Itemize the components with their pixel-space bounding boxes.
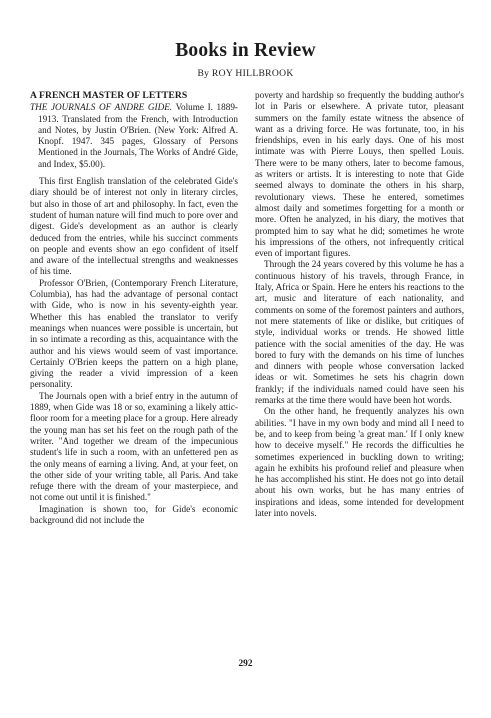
paragraph: Imagination is shown too, for Gide's economic background did not include the <box>30 503 238 525</box>
paragraph: This first English translation of the celebrated Gide's diary should be of interest not only in literary circles, but also in those of art and philosophy. In fact, even the student of human nature will find much to pore over and digest. Gide's development as an author is clearly deduced from the entries, while his succinct comments on people and events show an ego confident of itself and aware of the intellectual strengths and weaknesses of his time. <box>30 176 238 277</box>
byline: By ROY HILLBROOK <box>197 68 294 79</box>
book-citation <box>30 102 238 170</box>
citation-details: Volume I. 1889-1913. Translated from the French, with Introduction and Notes, by Justin O'Brien. (New York: Alfred A. Knopf. 1947. 345 pages, Glossary of Persons Mentioned in the Journals, The Works of André Gide, and Index, $5.00). <box>38 102 238 169</box>
paragraph: On the other hand, he frequently analyzes his own abilities. "I have in my own body and mind all I need to be, and to keep from being 'a great man.' If I only knew how to deceive myself." He records the difficulties he sometimes experienced in buckling down to writing; again he exhibits his profound relief and pleasure when he has accomplished his stint. He does not go into detail about his own works, but he has many entries of inspirations and ideas, some intended for development later into novels. <box>255 406 464 518</box>
review-heading-block <box>30 90 238 170</box>
right-column <box>255 90 464 519</box>
paragraph: Through the 24 years covered by this volume he has a continuous history of his travels, through France, in Italy, Africa or Spain. Here he enters his reactions to the art, music and literature of each nationality, and comments on some of the foremost painters and authors, not mere statements of like or dislike, but critiques of style, individual works or trends. He showed little patience with the social amenities of the day. He was bored to fury with the demands on his time of lunches and dinners with people whose conversation lacked ideas or wit. Sometimes he sets his chagrin down frankly; if the individuals named could have seen his remarks at the time there would have been hot words. <box>255 259 464 406</box>
paragraph: Professor O'Brien, (Contemporary French Literature, Columbia), has had the advantage of personal contact with Gide, who is now in his seventy-eighth year. Whether this has enabled the translator to verify meanings when nuances were possible is uncertain, but in so intimate a recording as this, acquaintance with the author and his views would seem of vast importance. Certainly O'Brien keeps the pattern on a high plane, giving the reader a vivid impression of a keen personality. <box>30 277 238 390</box>
paragraph: The Journals open with a brief entry in the autumn of 1889, when Gide was 18 or so, examining a likely attic-floor room for a meeting place for a group. Here already the young man has set his feet on the rough path of the writer. "And together we dream of the impecunious student's life in such a room, with an unfettered pen as the only means of earning a living. And, at your feet, on the other side of your writing table, all Paris. And take refuge there with the dream of your masterpiece, and not come out until it is finished." <box>30 390 238 503</box>
book-title: THE JOURNALS OF ANDRE GIDE. <box>30 102 173 113</box>
paragraph: poverty and hardship so frequently the budding author's lot in Paris or elsewhere. A private tutor, pleasant summers on the family estate witness the absence of want as a driving force. He was fortunate, too, in his friendships, even in his early days. One of his most intimate was with Pierre Louys, then spelled Louis. There were to be many others, later to become famous, as writers or artists. It is interesting to note that Gide seemed always to dominate the others in his sharp, revolutionary views. These he entered, sometimes almost daily and sometimes forgetting for a month or more. Often he analyzed, in his diary, the motives that prompted him to say what he did; sometimes he wrote his impressions of the others, not infrequently critical even of important figures. <box>255 90 464 259</box>
left-column <box>30 90 238 526</box>
page-title: Books in Review <box>175 40 316 61</box>
page-number: 292 <box>238 659 253 669</box>
review-heading: A FRENCH MASTER OF LETTERS <box>30 90 188 101</box>
